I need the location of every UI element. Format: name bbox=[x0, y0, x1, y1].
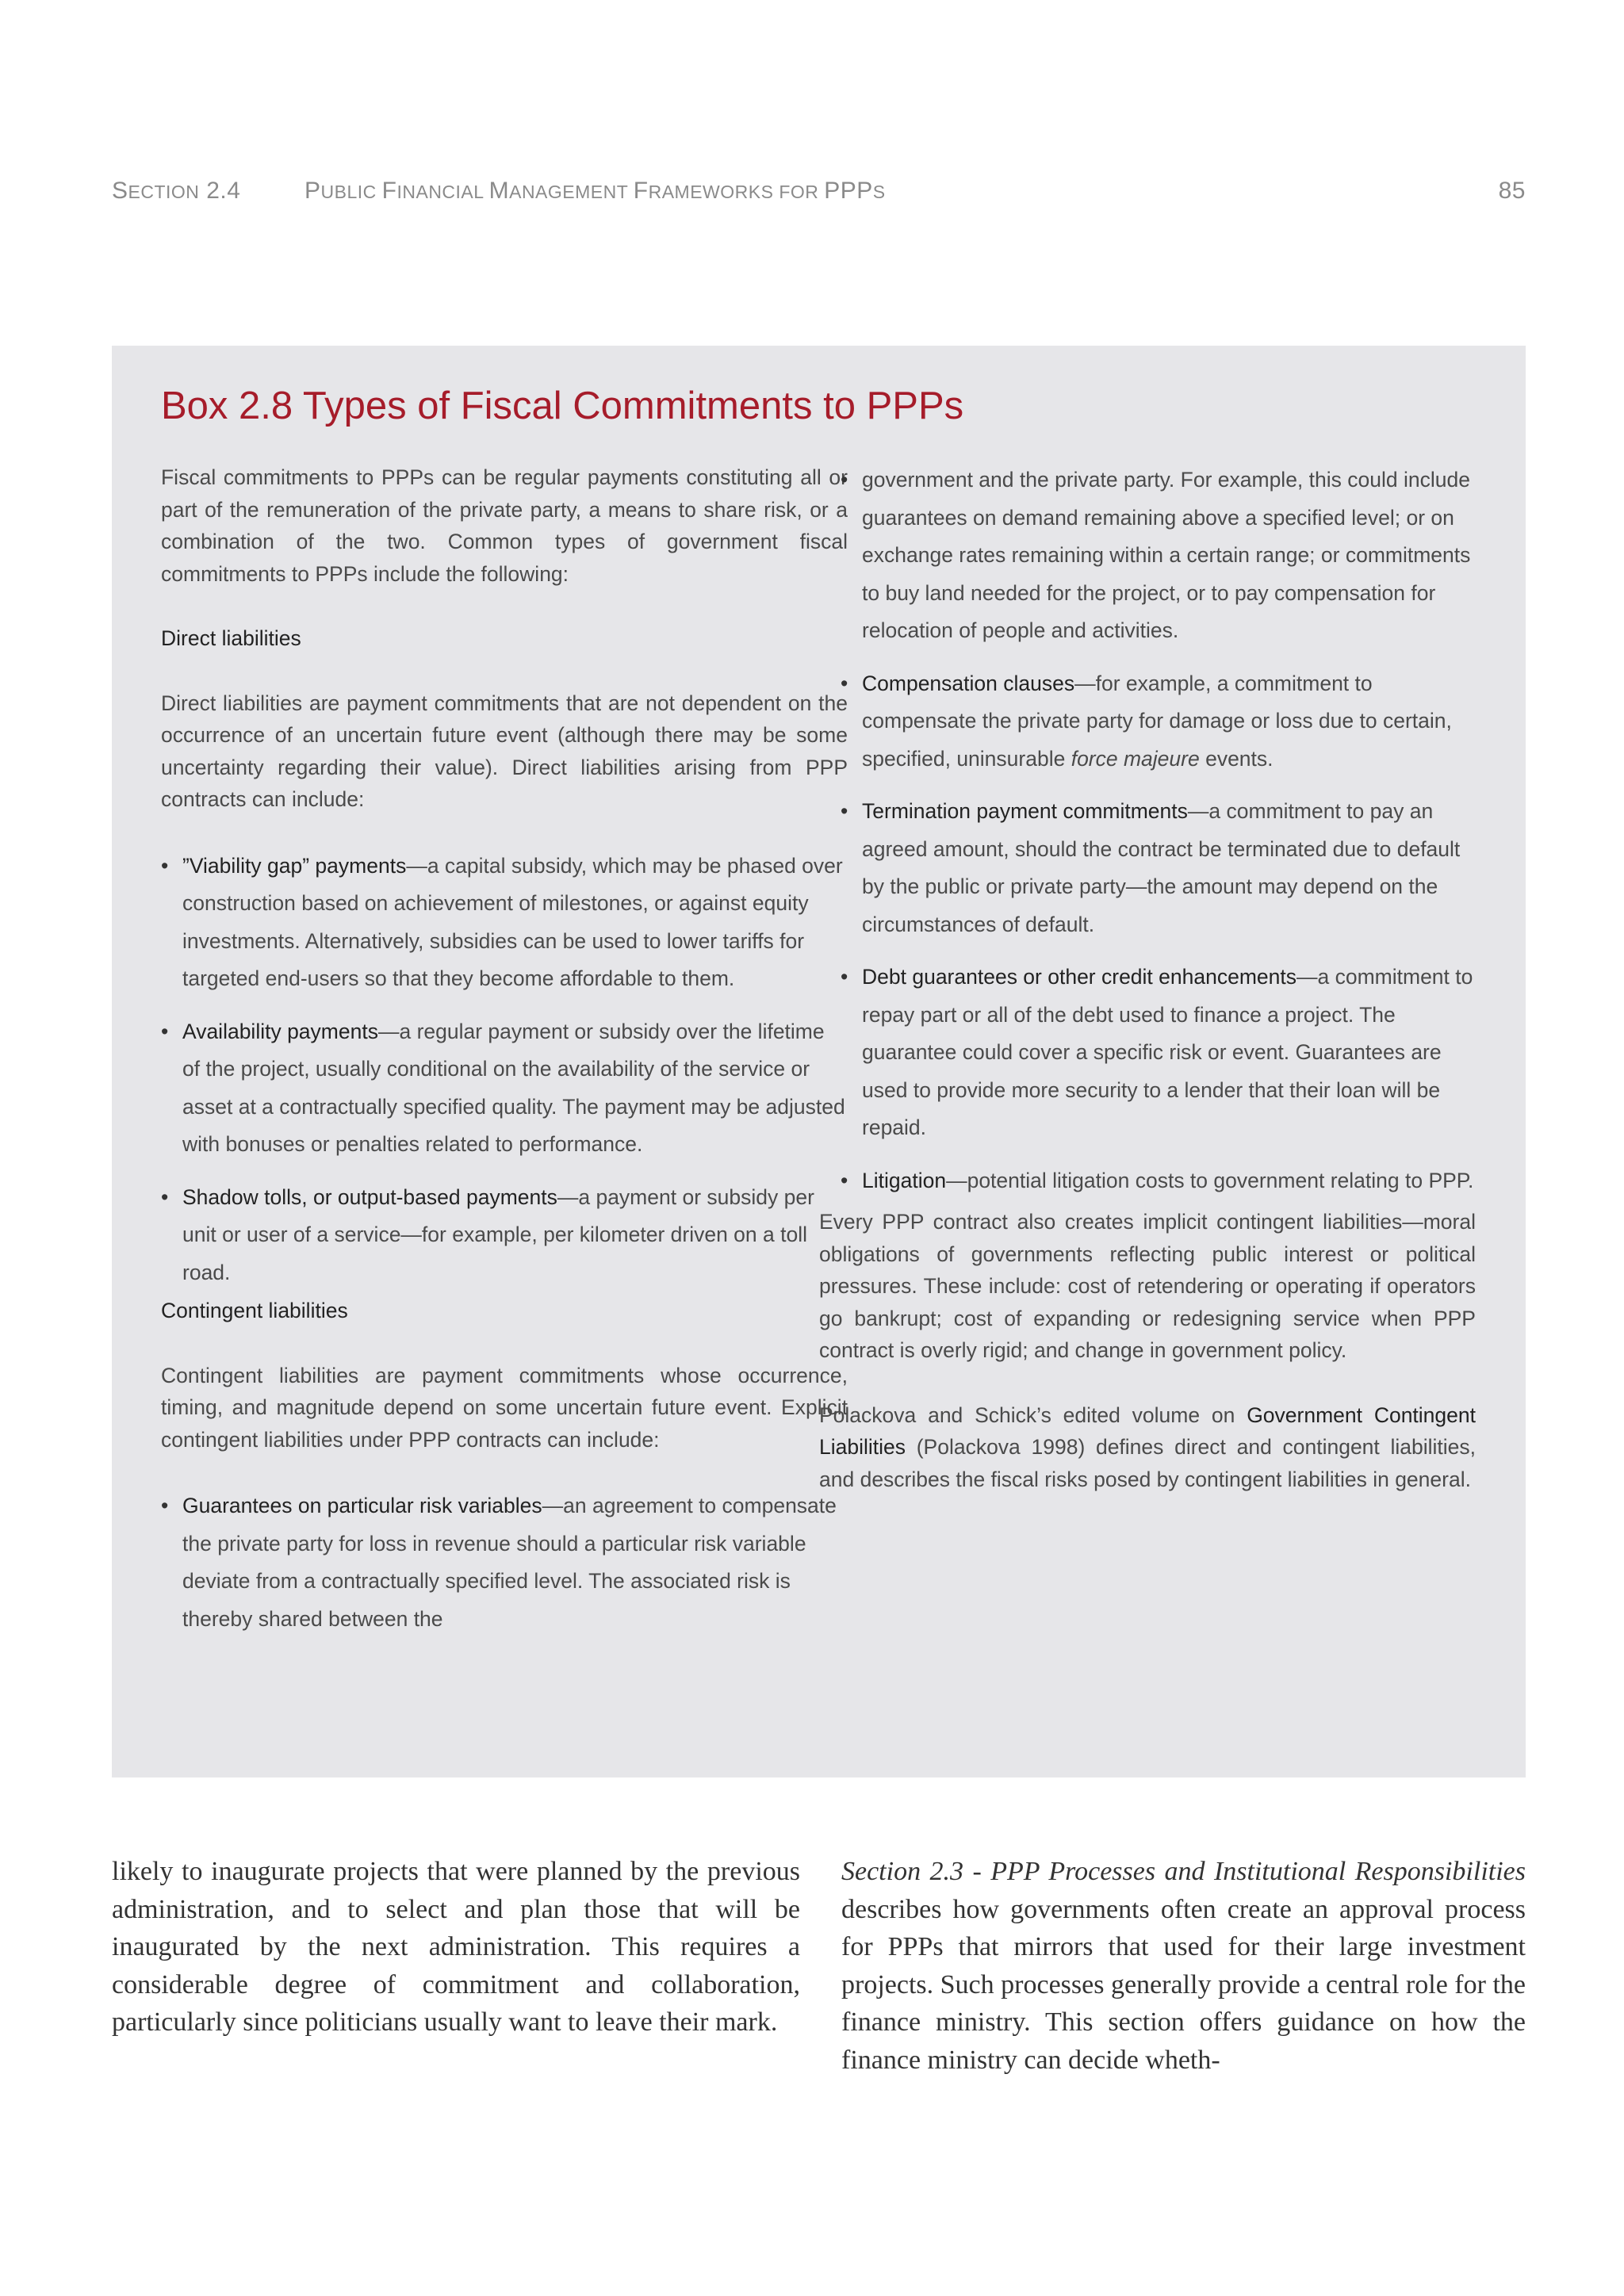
direct-liabilities-heading: Direct liabilities bbox=[161, 626, 301, 650]
header-section-label: SECTION 2.4 bbox=[112, 178, 241, 204]
direct-liabilities-text: Direct liabilities are payment commitments that are not dependent on the occurrence of an uncertain future event (although there may be some uncertainty regarding their value). Direct liabilities arising from PPP contracts can include: bbox=[161, 691, 848, 811]
box-2-8 bbox=[112, 346, 1526, 1777]
list-item-continued: • government and the private party. For example, this could include guarantees on demand remaining above a specified level; or on exchange rates remaining within a certain range; or commitments to buy land needed for the project, or to pay compensation for relocation of people and activities. bbox=[841, 461, 1476, 650]
list-item: • Guarantees on particular risk variables—an agreement to compensate the private party for loss in revenue should a particular risk variable deviate from a contractually specified level. The associated risk is thereby shared between the bbox=[161, 1487, 848, 1638]
box-left-column bbox=[161, 461, 848, 1638]
contingent-liabilities-heading: Contingent liabilities bbox=[161, 1299, 348, 1322]
page-number: 85 bbox=[1498, 178, 1526, 204]
section-reference: Section 2.3 - PPP Processes and Institutional Responsibilities bbox=[841, 1857, 1526, 1886]
implicit-liabilities-text: Every PPP contract also creates implicit contingent liabilities—moral obligations of governments reflecting public interest or political pressures. These include: cost of retendering or operating if operators go bankrupt; cost of expanding or redesigning service when PPP contract is overly rigid; and change in government policy. bbox=[819, 1210, 1476, 1362]
list-item: • Litigation—potential litigation costs to government relating to PPP. bbox=[841, 1162, 1476, 1200]
list-item: • Debt guarantees or other credit enhancements—a commitment to repay part or all of the debt used to finance a project. The guarantee could cover a specific risk or event. Guarantees are used to provide more security to a lender that their loan will be repaid. bbox=[841, 959, 1476, 1147]
box-title: Box 2.8 Types of Fiscal Commitments to PPPs bbox=[161, 385, 964, 427]
reference-paragraph: Polackova and Schick’s edited volume on Government Contingent Liabilities (Polackova 1998) defines direct and contingent liabilities, and describes the fiscal risks posed by contingent liabilities in general. bbox=[819, 1402, 1476, 1491]
contingent-liabilities-text: Contingent liabilities are payment commitments whose occurrence, timing, and magnitude depend on some uncertain future event. Explicit contingent liabilities under PPP contracts can include: bbox=[161, 1363, 848, 1452]
body-text-right: Section 2.3 - PPP Processes and Institutional Responsibilities describes how governments often create an approval process for PPPs that mirrors that used for their large investment projects. Such processes generally provide a central role for the finance ministry. This section offers guidance on how the finance ministry can decide wheth- bbox=[841, 1857, 1526, 2075]
list-item: • Compensation clauses—for example, a commitment to compensate the private party for damage or loss due to certain, specified, uninsurable force majeure events. bbox=[841, 665, 1476, 779]
list-item: • Shadow tolls, or output-based payments—a payment or subsidy per unit or user of a service—for example, per kilometer driven on a toll road. bbox=[161, 1179, 848, 1292]
list-item: • Availability payments—a regular payment or subsidy over the lifetime of the project, usually conditional on the availability of the service or asset at a contractually specified quality. The payment may be adjusted with bonuses or penalties related to performance. bbox=[161, 1013, 848, 1164]
box-right-column bbox=[819, 461, 1476, 1495]
box-intro: Fiscal commitments to PPPs can be regular payments constituting all or part of the remuneration of the private party, a means to share risk, or a combination of the two. Common types of government fiscal commitments to PPPs include the following: bbox=[161, 465, 848, 586]
header-chapter-title: PUBLIC FINANCIAL MANAGEMENT FRAMEWORKS FOR PPPS bbox=[304, 178, 886, 204]
list-item: • ”Viability gap” payments—a capital subsidy, which may be phased over construction based on achievement of milestones, or against equity investments. Alternatively, subsidies can be used to lower tariffs for targeted end-users so that they become affordable to them. bbox=[161, 848, 848, 998]
list-item: • Termination payment commitments—a commitment to pay an agreed amount, should the contract be terminated due to default by the public or private party—the amount may depend on the circumstances of default. bbox=[841, 793, 1476, 943]
body-text-left: likely to inaugurate projects that were planned by the previous administration, and to select and plan those that will be inaugurated by the next administration. This requires a considerable degree of commitment and collaboration, particularly since politicians usually want to leave their mark. bbox=[112, 1857, 800, 2037]
